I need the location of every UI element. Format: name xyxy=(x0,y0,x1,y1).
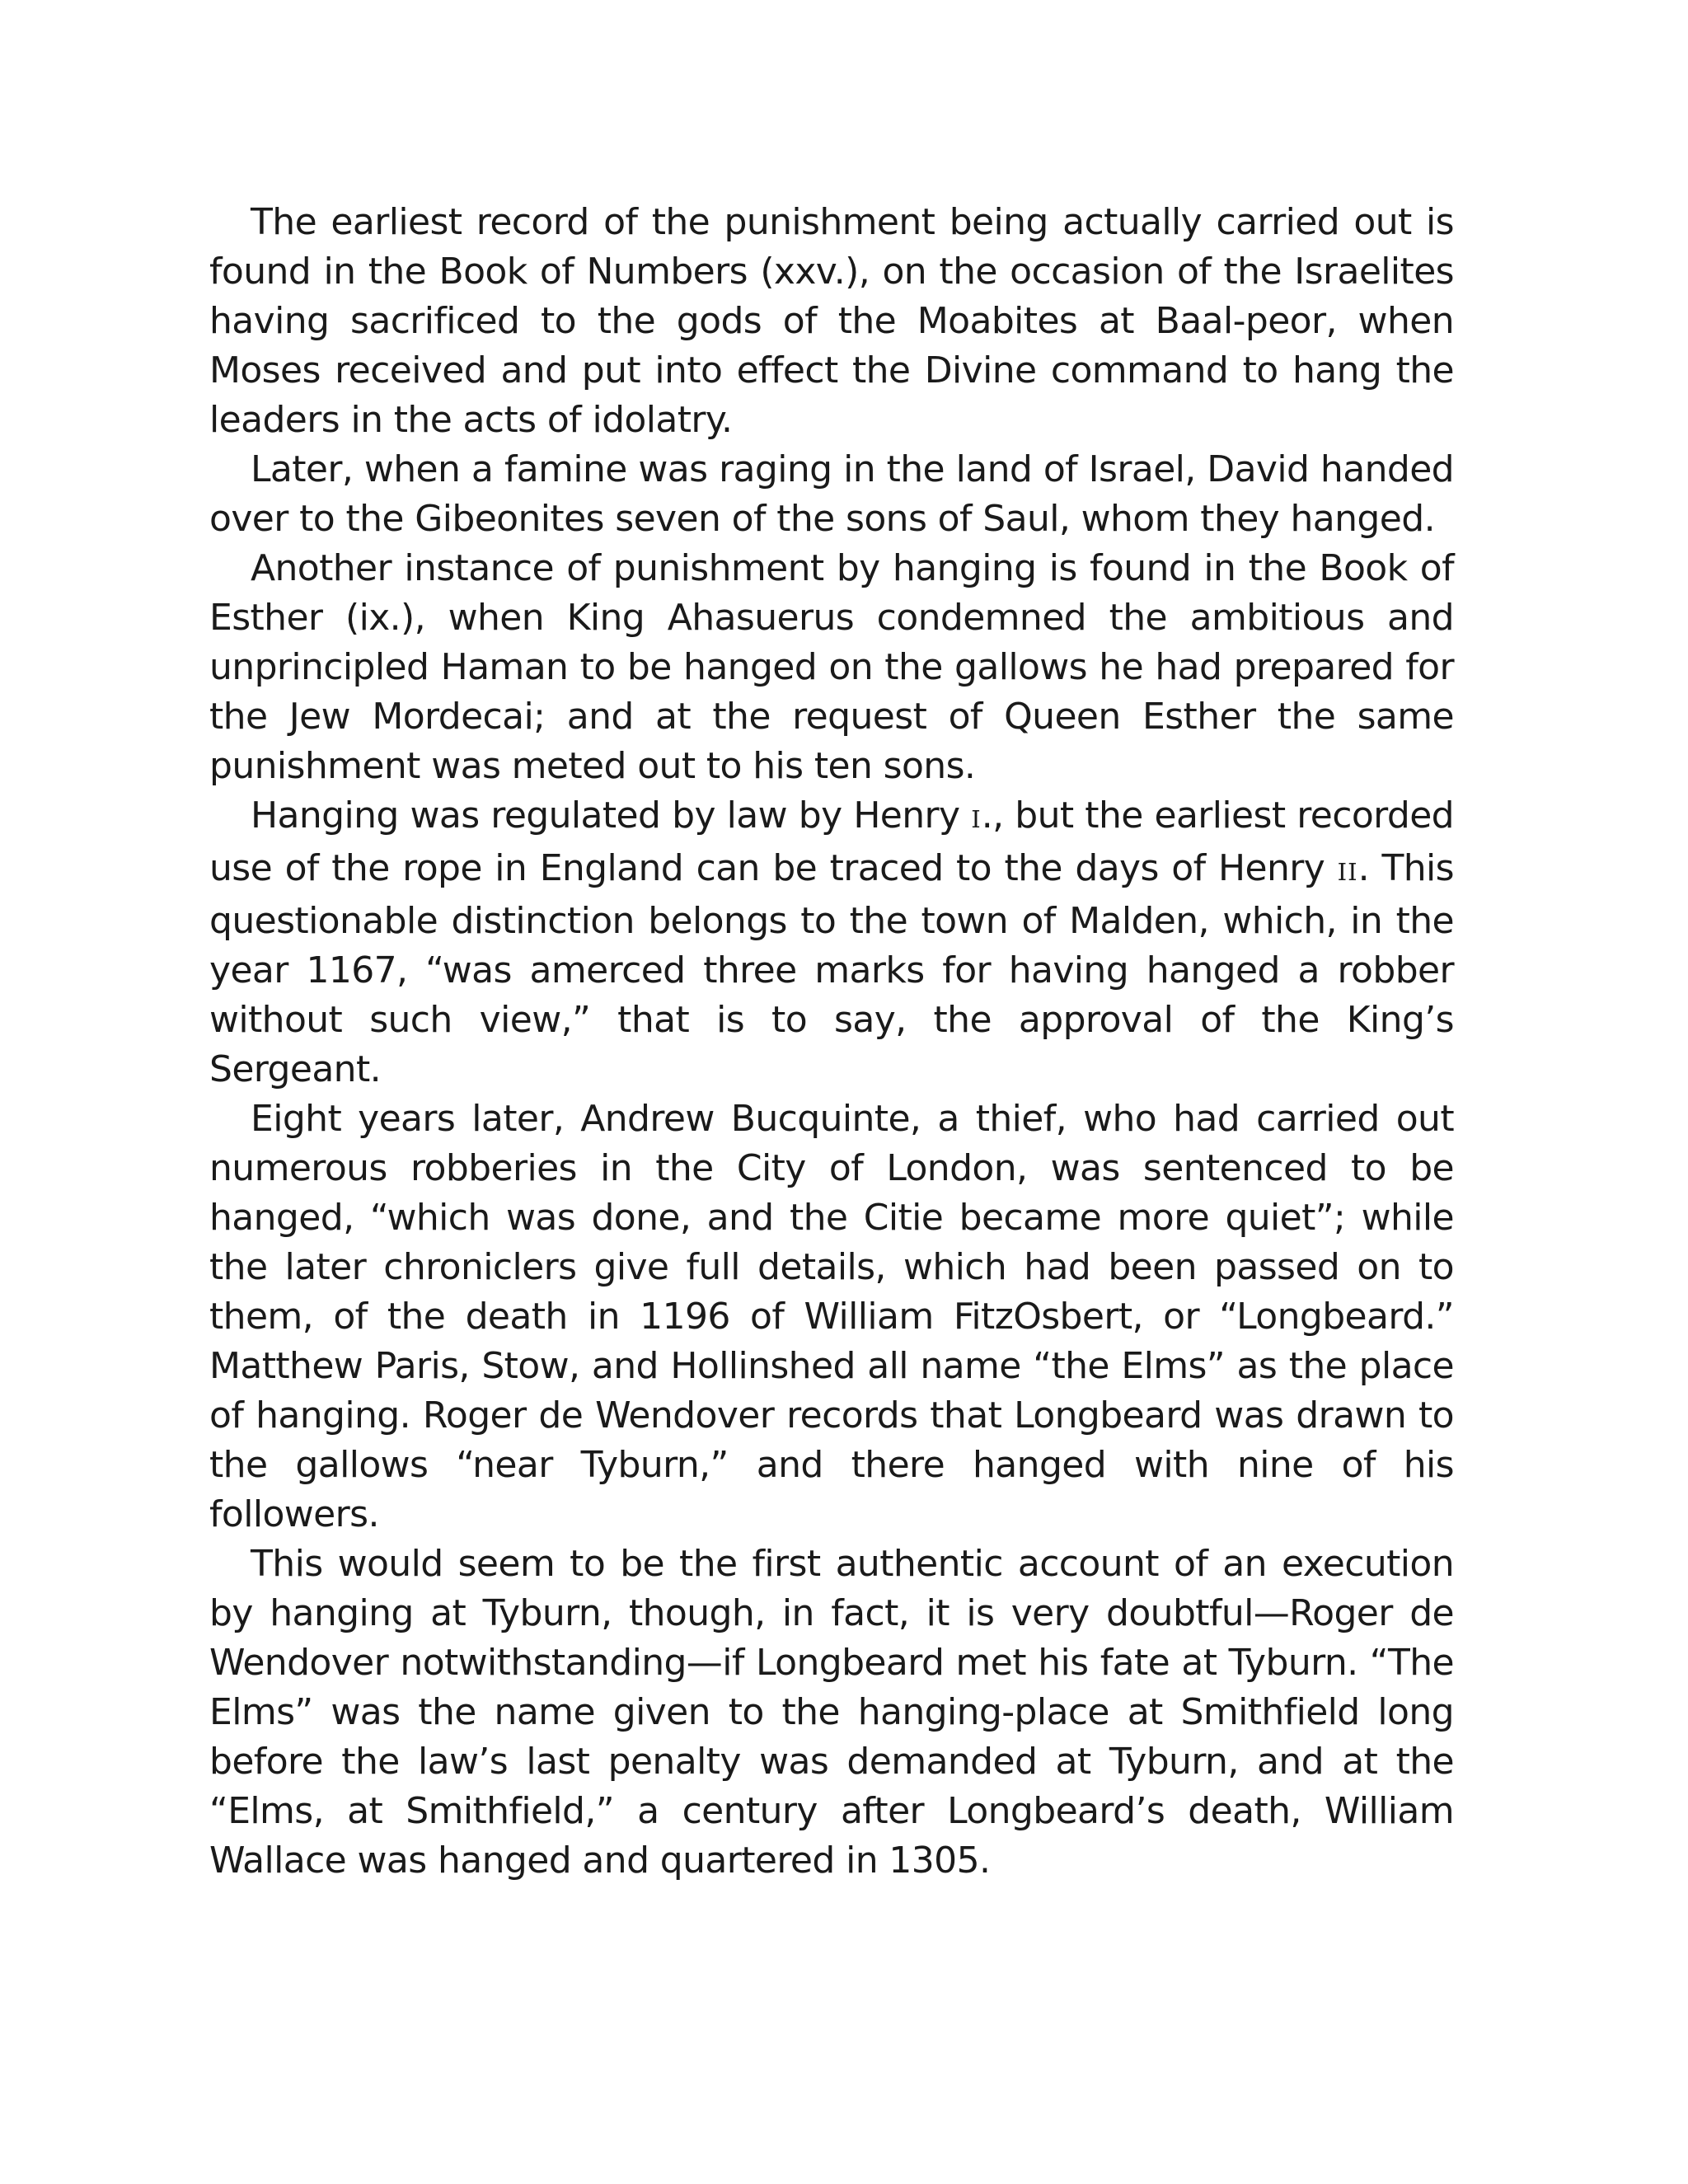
paragraph-tyburn-elms: This would seem to be the first authentic account of an execution by hanging at Tyburn, though, in fact, it is very doubtful—Roger de Wendover notwithstanding—if Longbeard met his fate at Tyburn. “The Elms” was the name given to the hanging-place at Smithfield long before the law’s last penalty was demanded at Tyburn, and at the “Elms, at Smithfield,” a century after Longbeard’s death, William Wallace was hanged and quartered in 1305. xyxy=(209,1543,1454,1882)
roman-numeral-one: I xyxy=(971,805,982,833)
paragraph-book-of-esther: Another instance of punishment by hanging is found in the Book of Esther (ix.), when King Ahasuerus condemned the ambitious and unprincipled Haman to be hanged on the gallows he had prepared for the Jew Mordecai; and at the request of Queen Esther the same punishment was meted out to his ten sons. xyxy=(209,547,1454,787)
henry-text-part-2: ., but the earliest recorded use of the rope in England can be traced to the days of Henry xyxy=(209,794,1455,889)
paragraph-book-of-numbers: The earliest record of the punishment being actually carried out is found in the Book of Numbers (xxv.), on the occasion of the Israelites having sacrificed to the gods of the Moabites at Baal-peor, when Moses received and put into effect the Divine command to hang the leaders in the acts of idolatry. xyxy=(209,201,1454,441)
book-page xyxy=(209,198,1454,1886)
paragraph-gibeonites: Later, when a famine was raging in the land of Israel, David handed over to the Gibeonites seven of the sons of Saul, whom they hanged. xyxy=(209,448,1454,540)
paragraph-longbeard: Eight years later, Andrew Bucquinte, a thief, who had carried out numerous robberies in the City of London, was sentenced to be hanged, “which was done, and the Citie became more quiet”; while the later chroniclers give full details, which had been passed on to them, of the death in 1196 of William FitzOsbert, or “Longbeard.” Matthew Paris, Stow, and Hollinshed all name “the Elms” as the place of hanging. Roger de Wendover records that Longbeard was drawn to the gallows “near Tyburn,” and there hanged with nine of his followers. xyxy=(209,1098,1454,1535)
henry-text-part-3: . This questionable distinction belongs to the town of Malden, which, in the year 1167, “was amerced three marks for having hanged a robber without such view,” that is to say, the approval of the King’s Sergeant. xyxy=(209,847,1454,1090)
henry-text-part-1: Hanging was regulated by law by Henry xyxy=(251,794,972,837)
roman-numeral-two: II xyxy=(1337,858,1358,886)
paragraph-henry-malden xyxy=(209,791,1454,1094)
